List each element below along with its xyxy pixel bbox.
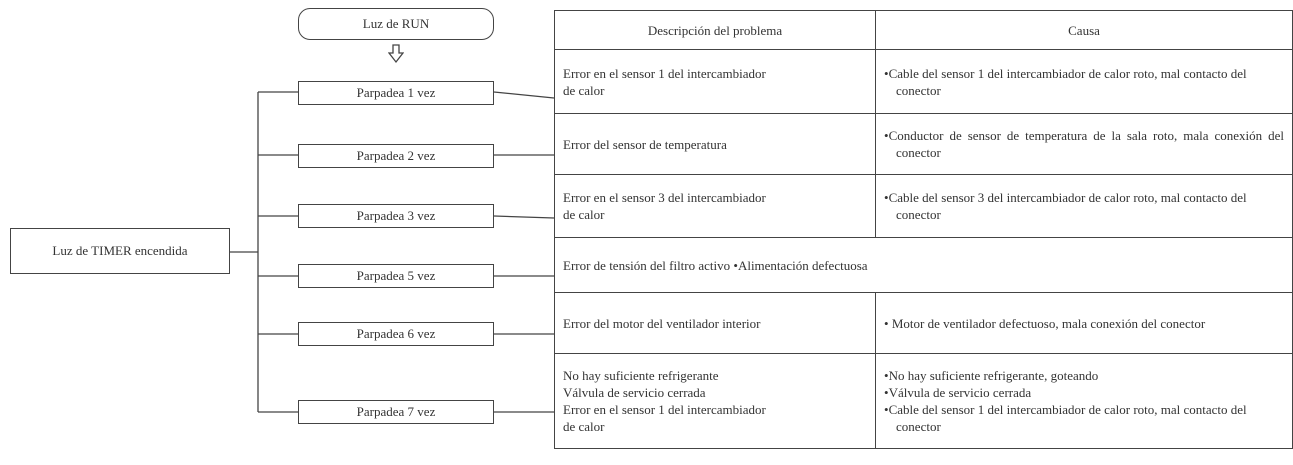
table-header-row [555,11,1293,50]
blink-box-3 [298,204,494,228]
cause-header: Causa [876,11,1293,50]
run-light-box [298,8,494,40]
cause-line: •No hay suficiente refrigerante, goteando [884,368,1099,383]
description-cell [555,293,876,354]
description-cell [555,50,876,114]
blink-box-7 [298,400,494,424]
combined-line: Error de tensión del filtro activo •Alimentación defectuosa [563,257,868,273]
cause-line: • Motor de ventilador defectuoso, mala conexión del conector [884,315,1206,331]
link-line-1 [494,92,554,98]
blink-label: Parpadea 3 vez [356,208,436,223]
description-line: de calor [563,419,605,434]
cause-line: •Cable del sensor 1 del intercambiador de calor roto, mal contacto del conector [884,402,1247,434]
blink-box-1 [298,81,494,105]
description-cell [555,114,876,175]
description-cell [555,175,876,238]
table-row [555,354,1293,449]
blink-label: Parpadea 6 vez [356,326,436,341]
table-row [555,50,1293,114]
description-line: de calor [563,207,605,222]
timer-light-box [10,228,230,274]
cause-cell [876,50,1293,114]
blink-box-2 [298,144,494,168]
problem-cause-table [554,10,1293,449]
cause-cell [876,293,1293,354]
blink-box-6 [298,322,494,346]
run-light-label: Luz de RUN [362,16,430,31]
table-row [555,114,1293,175]
link-line-3 [494,216,554,218]
cause-line: •Cable del sensor 3 del intercambiador de calor roto, mal contacto del conector [884,190,1247,222]
cause-cell [876,114,1293,175]
cause-line: •Válvula de servicio cerrada [884,385,1032,400]
timer-light-label: Luz de TIMER encendida [52,243,188,258]
cause-cell [876,238,1293,293]
description-header: Descripción del problema [555,11,876,50]
table-row [555,238,1293,293]
description-line: Error del sensor de temperatura [563,136,727,152]
blink-label: Parpadea 1 vez [356,85,436,100]
blink-box-5 [298,264,494,288]
blink-label: Parpadea 2 vez [356,148,436,163]
description-line: Error en el sensor 3 del intercambiador [563,190,766,205]
description-cell [555,238,876,293]
description-line: de calor [563,82,605,98]
description-line: Error en el sensor 1 del intercambiador [563,65,766,81]
blink-label: Parpadea 5 vez [356,268,436,283]
description-line: Válvula de servicio cerrada [563,385,706,400]
table-row [555,293,1293,354]
table-row [555,175,1293,238]
description-line: No hay suficiente refrigerante [563,368,719,383]
cause-cell [876,175,1293,238]
cause-line: •Conductor de sensor de temperatura de la sala roto, mala conexión del conector [884,128,1284,160]
description-line: Error en el sensor 1 del intercambiador [563,402,766,417]
down-arrow-icon [388,44,404,64]
cause-line: •Cable del sensor 1 del intercambiador de calor roto, mal contacto del conector [884,65,1247,98]
blink-label: Parpadea 7 vez [356,404,436,419]
description-cell [555,354,876,449]
cause-cell [876,354,1293,449]
description-line: Error del motor del ventilador interior [563,315,761,331]
